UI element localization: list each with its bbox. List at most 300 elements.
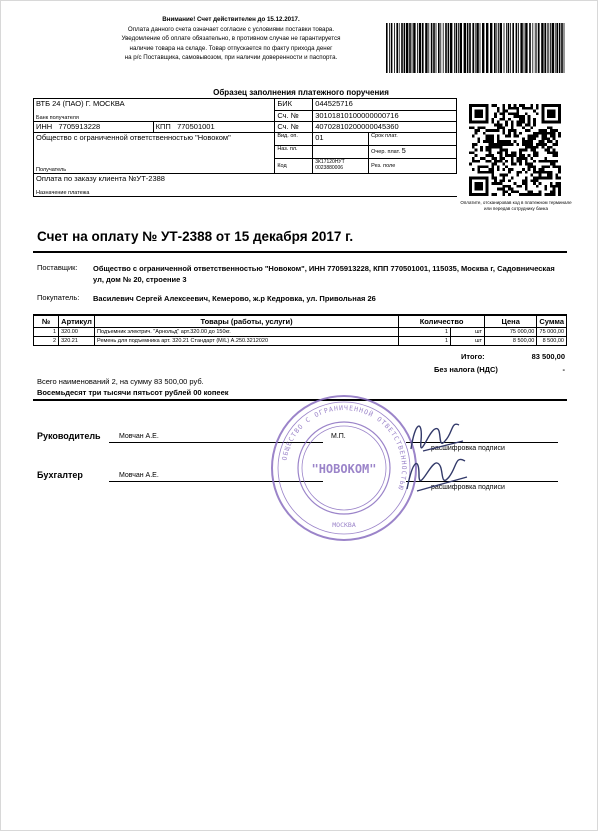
qr-module [519, 104, 522, 107]
vat-value: - [562, 365, 565, 374]
buyer-block [37, 293, 557, 305]
qr-module [505, 185, 508, 188]
qr-module [514, 104, 517, 107]
qr-module [516, 135, 519, 138]
qr-module [525, 149, 528, 152]
purpose-text: Оплата по заказу клиента №УТ-2388 [36, 174, 165, 183]
qr-module [547, 137, 550, 140]
qr-module [539, 193, 542, 196]
barcode-bar [552, 23, 554, 73]
qr-module [472, 143, 475, 146]
qr-module [477, 129, 480, 132]
items-header-row [34, 315, 567, 328]
qr-module [533, 110, 536, 113]
qr-module [491, 157, 494, 160]
qr-module [472, 135, 475, 138]
qr-module [533, 160, 536, 163]
warning-line: наличие товара на складе. Товар отпускается по факту прихода денег [129, 44, 333, 52]
qr-module [522, 121, 525, 124]
qr-module [541, 129, 544, 132]
qr-module [528, 146, 531, 149]
qr-module [536, 107, 539, 110]
qr-module [489, 160, 492, 163]
inn-cell [34, 122, 154, 133]
qr-module [544, 157, 547, 160]
qr-module [553, 154, 556, 157]
qr-module [519, 160, 522, 163]
barcode-bar [518, 23, 519, 73]
qr-module [500, 188, 503, 191]
qr-module [502, 185, 505, 188]
qr-module [530, 165, 533, 168]
qr-module [536, 193, 539, 196]
qr-module [519, 171, 522, 174]
qr-module [514, 107, 517, 110]
qr-module [522, 143, 525, 146]
qr-module [491, 165, 494, 168]
qr-module [541, 165, 544, 168]
barcode-bar [458, 23, 459, 73]
row-price: 8 500,00 [485, 337, 537, 346]
barcode-bar [555, 23, 556, 73]
qr-module [544, 129, 547, 132]
qr-module [519, 132, 522, 135]
qr-module [522, 182, 525, 185]
qr-module [553, 135, 556, 138]
barcode-bar [559, 23, 561, 73]
qr-module [553, 129, 556, 132]
qr-module [536, 176, 539, 179]
qr-module [514, 151, 517, 154]
qr-module [525, 171, 528, 174]
row-goods: Подъемник электрич. "Арнольд" арт.320.00 до 150кг. [95, 328, 399, 337]
qr-module [486, 154, 489, 157]
qr-module [511, 176, 514, 179]
qr-module [486, 129, 489, 132]
qr-module [555, 182, 558, 185]
head-name: Мовчан А.Е. [119, 433, 159, 440]
qr-module [550, 176, 553, 179]
qr-module [497, 160, 500, 163]
payment-sample-title: Образец заполнения платежного поручения [213, 88, 389, 97]
qr-module [480, 126, 483, 129]
qr-module [469, 126, 472, 129]
qr-module [486, 160, 489, 163]
row-unit: шт [451, 337, 485, 346]
qr-module [472, 146, 475, 149]
barcode-bar [431, 23, 433, 73]
qr-module [519, 154, 522, 157]
barcode-bar [394, 23, 395, 73]
qr-module [555, 140, 558, 143]
barcode-bar [438, 23, 440, 73]
qr-module [491, 121, 494, 124]
barcode-bar [506, 23, 507, 73]
qr-module [489, 135, 492, 138]
qr-module [508, 129, 511, 132]
items-count-line: Всего наименований 2, на сумму 83 500,00 руб. [37, 377, 204, 386]
qr-module [555, 185, 558, 188]
qr-module [522, 140, 525, 143]
qr-module [511, 160, 514, 163]
qr-module [550, 190, 553, 193]
qr-module [541, 140, 544, 143]
qr-module [505, 110, 508, 113]
qr-module [541, 146, 544, 149]
vid-op-label: Вид. оп. [275, 133, 313, 146]
vat-label: Без налога (НДС) [434, 365, 498, 374]
qr-module [502, 190, 505, 193]
qr-module [530, 135, 533, 138]
qr-module [505, 140, 508, 143]
qr-module [486, 135, 489, 138]
qr-module [494, 143, 497, 146]
qr-module [511, 126, 514, 129]
qr-module [475, 149, 478, 152]
qr-module [522, 115, 525, 118]
barcode-bar [389, 23, 390, 73]
qr-module [491, 140, 494, 143]
qr-module [541, 168, 544, 171]
qr-module [558, 182, 561, 185]
qr-module [489, 149, 492, 152]
qr-module [553, 165, 556, 168]
qr-module [516, 171, 519, 174]
qr-module [483, 126, 486, 129]
qr-module [550, 135, 553, 138]
naz-pl-value [313, 145, 369, 158]
barcode-image [386, 23, 566, 73]
barcode-bar [556, 23, 558, 73]
qr-module [533, 146, 536, 149]
qr-module [491, 163, 494, 166]
qr-finder-pattern [475, 110, 483, 118]
qr-module [500, 143, 503, 146]
qr-module [555, 174, 558, 177]
qr-module [544, 193, 547, 196]
qr-module [491, 174, 494, 177]
qr-module [530, 174, 533, 177]
qr-module [544, 171, 547, 174]
qr-module [525, 179, 528, 182]
qr-module [541, 160, 544, 163]
qr-module [508, 107, 511, 110]
qr-module [539, 140, 542, 143]
qr-module [511, 163, 514, 166]
qr-module [533, 165, 536, 168]
qr-module [553, 149, 556, 152]
qr-module [505, 121, 508, 124]
qr-module [533, 171, 536, 174]
qr-module [502, 107, 505, 110]
qr-module [555, 129, 558, 132]
barcode-bar [460, 23, 462, 73]
total-value: 83 500,00 [531, 352, 565, 361]
qr-module [508, 143, 511, 146]
qr-module [533, 179, 536, 182]
qr-module [528, 118, 531, 121]
qr-module [508, 132, 511, 135]
barcode-bar [494, 23, 496, 73]
qr-module [514, 163, 517, 166]
qr-module [508, 104, 511, 107]
qr-module [550, 126, 553, 129]
accountant-role: Бухгалтер [37, 470, 83, 480]
qr-module [489, 143, 492, 146]
barcode-bar [498, 23, 499, 73]
kod-value: 3К17120НУТ 0023880006 [313, 158, 369, 173]
qr-module [489, 151, 492, 154]
qr-module [497, 129, 500, 132]
qr-module [497, 107, 500, 110]
qr-module [544, 188, 547, 191]
qr-module [555, 151, 558, 154]
qr-module [528, 115, 531, 118]
qr-module [514, 182, 517, 185]
warning-line: Оплата данного счета означает согласие с условиями поставки товара. [127, 25, 335, 33]
qr-module [505, 160, 508, 163]
qr-module [472, 157, 475, 160]
qr-module [530, 163, 533, 166]
qr-module [508, 118, 511, 121]
qr-module [525, 160, 528, 163]
barcode-bar [413, 23, 415, 73]
qr-module [553, 151, 556, 154]
qr-module [491, 135, 494, 138]
qr-module [550, 146, 553, 149]
qr-module [528, 143, 531, 146]
kpp-value: 770501001 [177, 122, 215, 131]
inn-label: ИНН [36, 122, 53, 131]
qr-module [536, 112, 539, 115]
qr-module [486, 146, 489, 149]
qr-module [502, 129, 505, 132]
qr-module [525, 107, 528, 110]
qr-module [508, 171, 511, 174]
qr-module [511, 124, 514, 127]
col-header-number: № [34, 315, 59, 328]
qr-module [550, 163, 553, 166]
qr-module [536, 143, 539, 146]
qr-module [500, 140, 503, 143]
qr-module [525, 163, 528, 166]
stamp-center-text: "НОВОКОМ" [311, 462, 377, 476]
qr-module [522, 137, 525, 140]
qr-module [544, 143, 547, 146]
qr-module [539, 190, 542, 193]
row-sum: 8 500,00 [537, 337, 567, 346]
qr-module [533, 182, 536, 185]
barcode-bar [535, 23, 536, 73]
qr-module [480, 149, 483, 152]
qr-module [480, 157, 483, 160]
qr-module [502, 157, 505, 160]
qr-module [494, 115, 497, 118]
recipient-cell [34, 133, 275, 174]
qr-module [544, 160, 547, 163]
qr-module [469, 151, 472, 154]
supplier-label: Поставщик: [37, 263, 78, 272]
qr-module [553, 188, 556, 191]
bik-label: БИК [275, 99, 313, 111]
barcode-bar [428, 23, 429, 73]
title-divider [33, 251, 567, 253]
qr-module [475, 143, 478, 146]
qr-module [516, 115, 519, 118]
qr-module [511, 154, 514, 157]
qr-module [491, 146, 494, 149]
qr-module [530, 146, 533, 149]
qr-module [533, 154, 536, 157]
qr-note: Оплатите, отсканировав код в платежном терминале или передав сотруднику банка [460, 200, 572, 211]
amount-in-words: Восемьдесят три тысячи пятьсот рублей 00 копеек [37, 388, 229, 397]
qr-module [486, 140, 489, 143]
qr-module [547, 149, 550, 152]
qr-module [525, 188, 528, 191]
qr-module [500, 174, 503, 177]
qr-module [497, 121, 500, 124]
qr-module [502, 112, 505, 115]
qr-module [505, 165, 508, 168]
qr-module [502, 118, 505, 121]
qr-module [541, 135, 544, 138]
qr-module [528, 165, 531, 168]
barcode-bar [547, 23, 548, 73]
qr-module [497, 140, 500, 143]
qr-module [558, 135, 561, 138]
qr-module [536, 179, 539, 182]
qr-module [536, 104, 539, 107]
qr-module [502, 179, 505, 182]
qr-module [525, 124, 528, 127]
items-table [33, 314, 567, 346]
qr-module [519, 193, 522, 196]
qr-module [491, 171, 494, 174]
barcode-bar [391, 23, 393, 73]
qr-module [525, 185, 528, 188]
qr-module [530, 137, 533, 140]
qr-module [516, 143, 519, 146]
kpp-cell [153, 122, 275, 133]
qr-module [514, 112, 517, 115]
qr-module [553, 163, 556, 166]
qr-module [519, 151, 522, 154]
qr-module [525, 112, 528, 115]
payment-details-table [33, 98, 457, 197]
qr-module [533, 135, 536, 138]
qr-module [505, 143, 508, 146]
qr-module [536, 171, 539, 174]
qr-module [494, 129, 497, 132]
qr-module [475, 129, 478, 132]
qr-module [480, 171, 483, 174]
row-unit: шт [451, 328, 485, 337]
qr-module [491, 129, 494, 132]
qr-module [489, 168, 492, 171]
qr-module [522, 179, 525, 182]
qr-module [511, 168, 514, 171]
table-row [34, 337, 567, 346]
stamp-place-label: М.П. [331, 433, 346, 440]
qr-module [555, 176, 558, 179]
qr-module [497, 146, 500, 149]
qr-module [502, 149, 505, 152]
qr-module [541, 143, 544, 146]
barcode-bar [469, 23, 471, 73]
qr-module [497, 124, 500, 127]
barcode-bar [425, 23, 427, 73]
barcode-bar [386, 23, 388, 73]
qr-module [486, 171, 489, 174]
inn-value: 7705913228 [58, 122, 101, 131]
qr-module [547, 132, 550, 135]
qr-module [505, 151, 508, 154]
qr-module [494, 146, 497, 149]
qr-module [514, 129, 517, 132]
table-row [34, 328, 567, 337]
qr-module [500, 154, 503, 157]
qr-module [533, 149, 536, 152]
barcode-bar [404, 23, 406, 73]
qr-module [519, 157, 522, 160]
qr-module [536, 185, 539, 188]
qr-module [536, 135, 539, 138]
qr-module [497, 137, 500, 140]
qr-module [550, 185, 553, 188]
qr-module [533, 193, 536, 196]
barcode-bar [433, 23, 435, 73]
barcode-bar [538, 23, 540, 73]
qr-module [547, 176, 550, 179]
qr-module [502, 132, 505, 135]
qr-module [494, 157, 497, 160]
qr-module [541, 137, 544, 140]
barcode-bar [396, 23, 398, 73]
qr-module [530, 190, 533, 193]
qr-module [547, 171, 550, 174]
barcode-bar [504, 23, 505, 73]
qr-module [525, 182, 528, 185]
signature-image [393, 411, 483, 501]
qr-module [500, 157, 503, 160]
qr-module [555, 154, 558, 157]
qr-module [483, 157, 486, 160]
barcode-bar [486, 23, 488, 73]
qr-module [489, 129, 492, 132]
barcode-bar [472, 23, 474, 73]
qr-module [547, 160, 550, 163]
barcode-bar [464, 23, 466, 73]
qr-module [472, 168, 475, 171]
qr-module [533, 124, 536, 127]
qr-module [528, 193, 531, 196]
qr-module [475, 132, 478, 135]
qr-module [502, 176, 505, 179]
qr-module [522, 154, 525, 157]
qr-module [502, 115, 505, 118]
qr-module [502, 188, 505, 191]
qr-module [550, 140, 553, 143]
qr-module [514, 140, 517, 143]
qr-module [539, 171, 542, 174]
qr-module [528, 124, 531, 127]
qr-module [494, 176, 497, 179]
validity-warning [101, 15, 361, 63]
qr-module [516, 190, 519, 193]
qr-module [547, 151, 550, 154]
qr-module [536, 132, 539, 135]
qr-module [541, 171, 544, 174]
